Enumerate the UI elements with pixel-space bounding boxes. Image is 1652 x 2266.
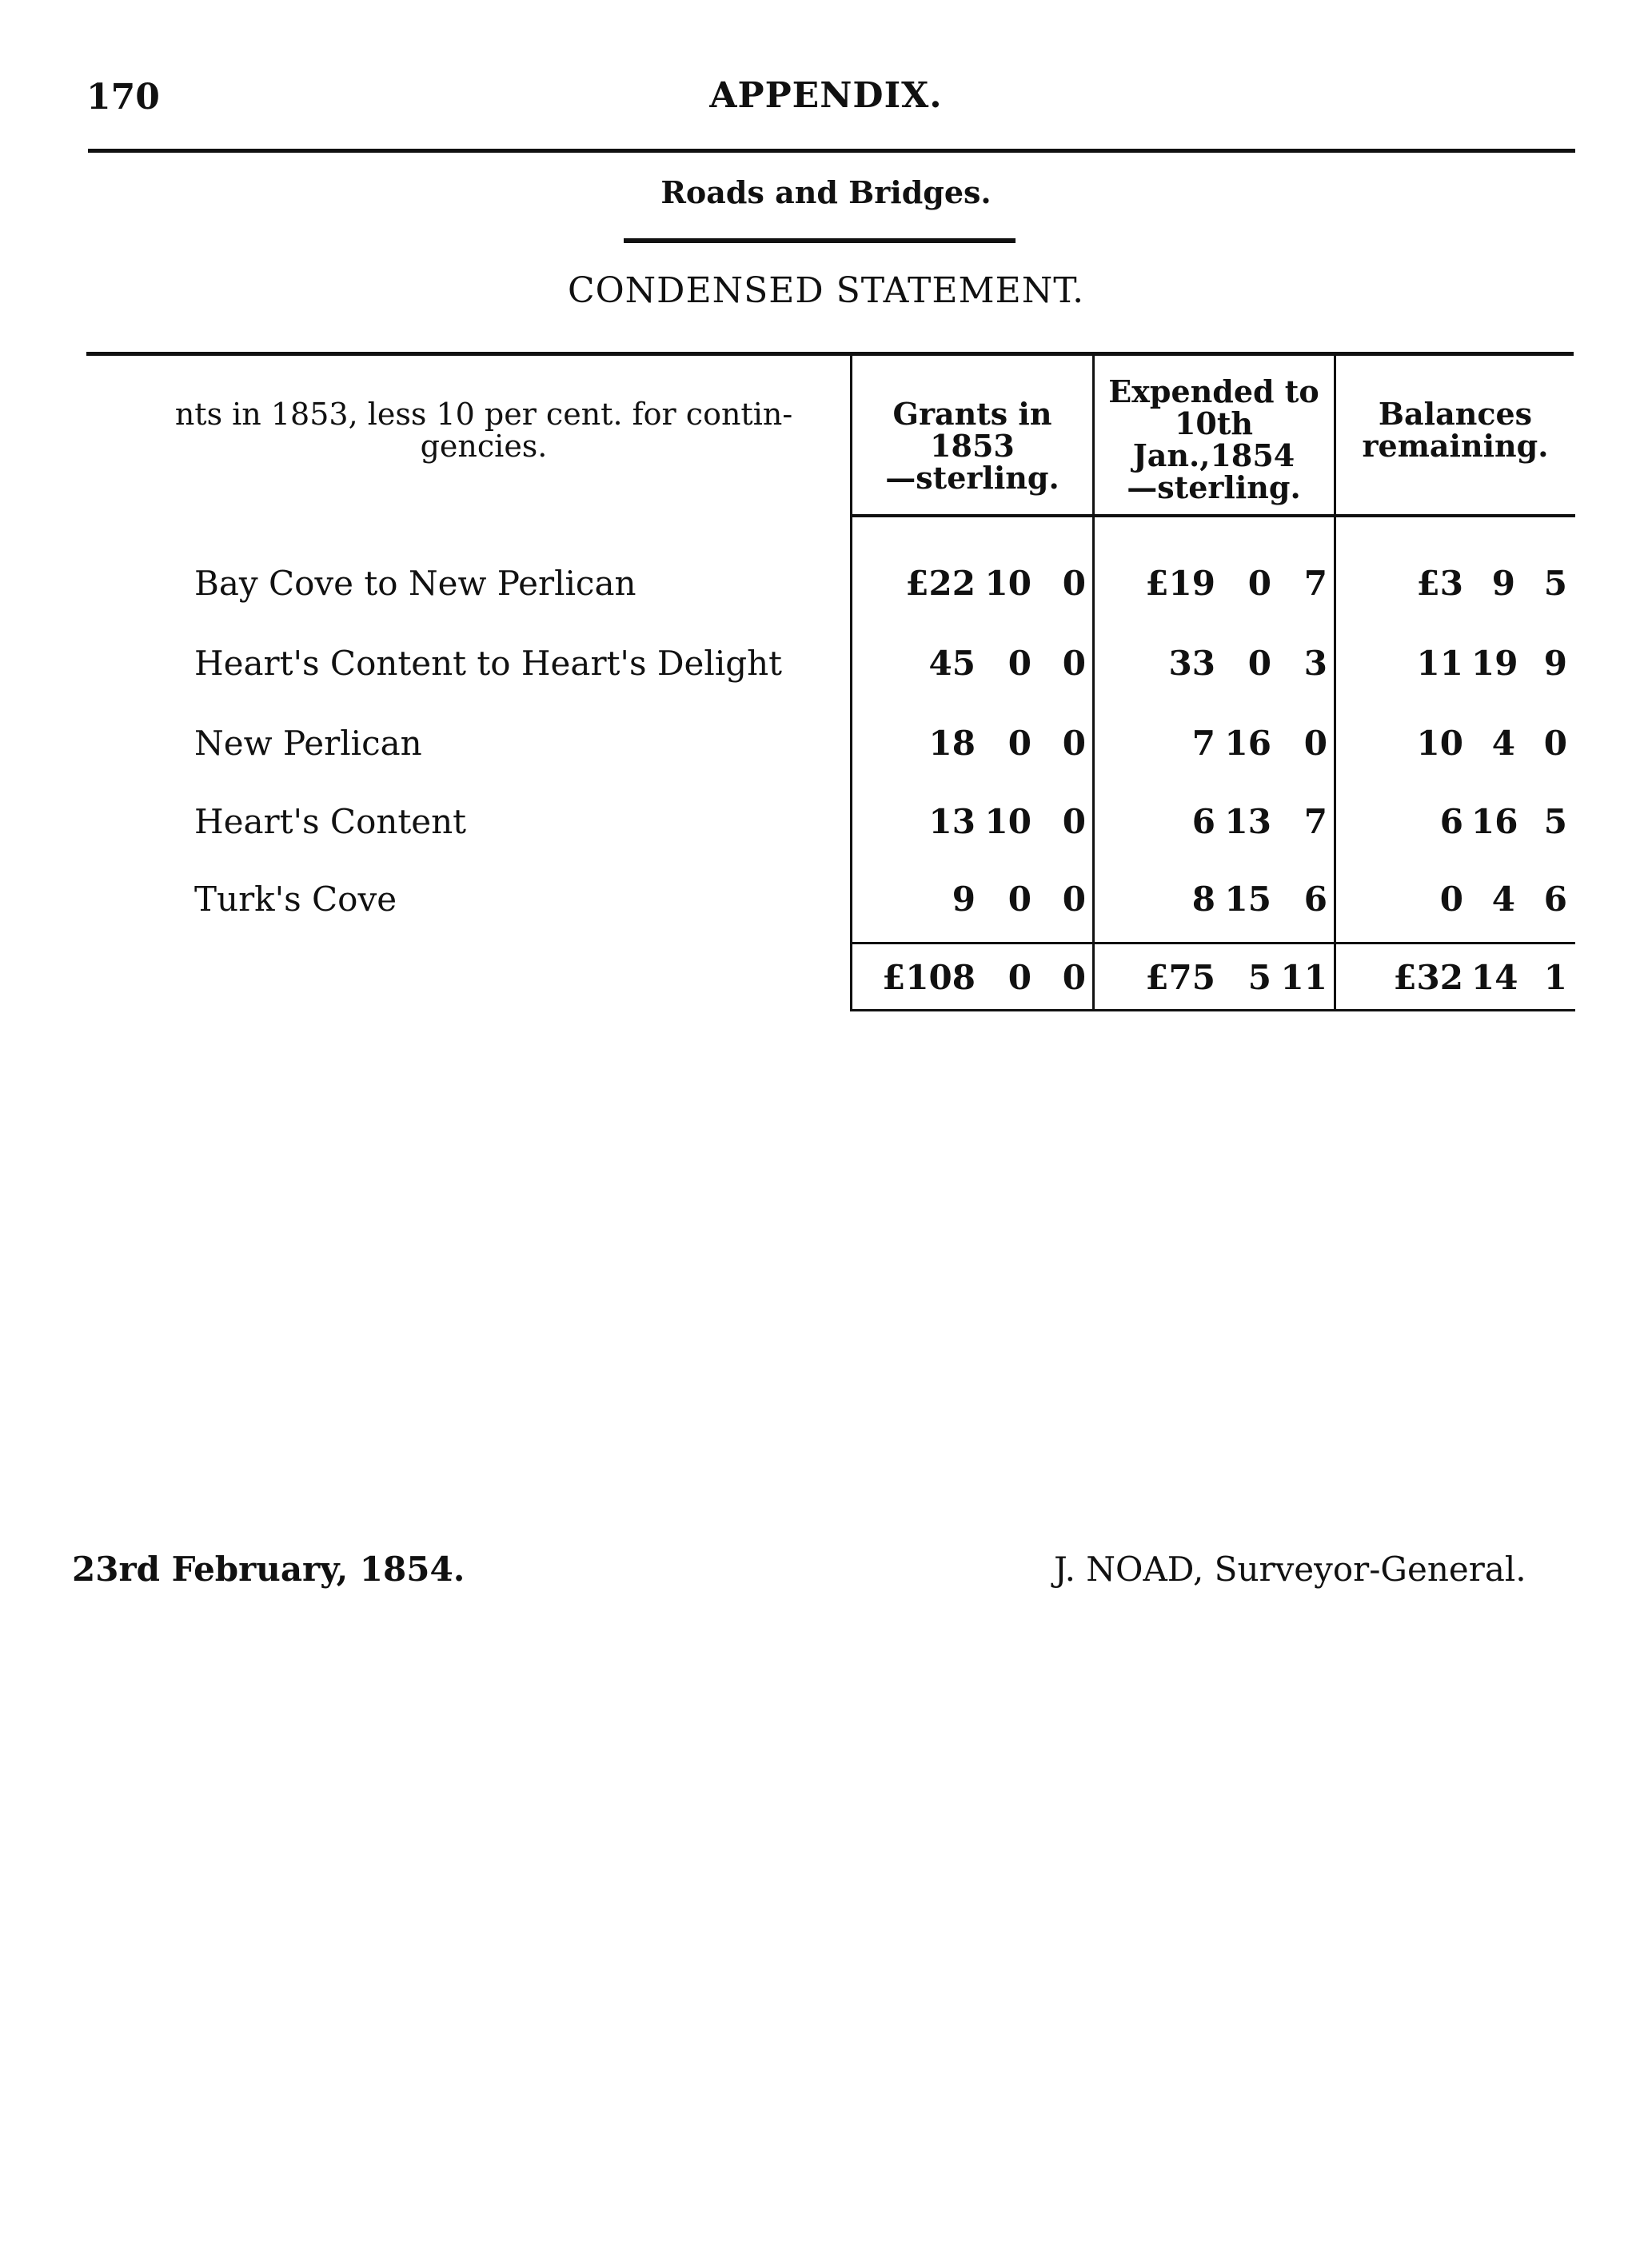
expended-shillings: 16 — [1224, 724, 1271, 763]
expended-pence: 7 — [1303, 564, 1327, 603]
column-divider — [1092, 354, 1095, 1011]
row-label: Heart's Content — [194, 802, 467, 841]
total-expended-shillings: 5 — [1247, 958, 1271, 997]
grants-shillings: 10 — [984, 802, 1032, 841]
balance-shillings: 16 — [1471, 802, 1518, 841]
expended-pounds: £19 — [1145, 564, 1215, 603]
expended-shillings: 0 — [1247, 644, 1271, 683]
grants-shillings: 10 — [984, 564, 1032, 603]
total-balance-pence: 1 — [1543, 958, 1567, 997]
total-balance-shillings: 14 — [1471, 958, 1518, 997]
balance-pence: 5 — [1543, 802, 1567, 841]
row-label: New Perlican — [194, 724, 422, 763]
balance-pence: 9 — [1543, 644, 1567, 683]
total-grants-pounds: £108 — [882, 958, 976, 997]
expended-pounds: 33 — [1168, 644, 1215, 683]
total-grants-shillings: 0 — [1008, 958, 1032, 997]
grants-pence: 0 — [1062, 880, 1086, 919]
expended-pounds: 6 — [1191, 802, 1215, 841]
grants-pence: 0 — [1062, 724, 1086, 763]
expended-pounds: 7 — [1191, 724, 1215, 763]
header-rule — [88, 149, 1575, 153]
expended-header: Expended to 10th Jan.,1854 —sterling. — [1108, 373, 1319, 505]
description-header: nts in 1853, less 10 per cent. for contin- gencies. — [174, 397, 793, 464]
expended-pence: 7 — [1303, 802, 1327, 841]
row-label: Bay Cove to New Perlican — [194, 564, 636, 603]
expended-pence: 0 — [1303, 724, 1327, 763]
expended-pounds: 8 — [1191, 880, 1215, 919]
row-label: Heart's Content to Heart's Delight — [194, 644, 783, 683]
grants-shillings: 0 — [1008, 644, 1032, 683]
grants-pounds: 13 — [928, 802, 976, 841]
page-number: 170 — [86, 77, 160, 118]
statement-title: CONDENSED STATEMENT. — [567, 270, 1085, 311]
grants-header: Grants in 1853 —sterling. — [885, 396, 1059, 496]
expended-pence: 3 — [1303, 644, 1327, 683]
total-balance-pounds: £32 — [1393, 958, 1463, 997]
table-top-rule — [86, 352, 1574, 356]
total-expended-pounds: £75 — [1145, 958, 1215, 997]
grants-pence: 0 — [1062, 644, 1086, 683]
running-head: APPENDIX. — [709, 75, 943, 116]
grants-shillings: 0 — [1008, 724, 1032, 763]
column-divider — [850, 354, 852, 1011]
date-line: 23rd February, 1854. — [72, 1550, 465, 1589]
balance-pence: 5 — [1543, 564, 1567, 603]
balance-shillings: 9 — [1491, 564, 1515, 603]
balance-pounds: 11 — [1416, 644, 1463, 683]
signature-line: J. NOAD, Surveyor-General. — [1054, 1550, 1526, 1589]
grants-pounds: 9 — [952, 880, 976, 919]
table-bottom-rule — [852, 1009, 1575, 1011]
total-grants-pence: 0 — [1062, 958, 1086, 997]
balances-header: Balances remaining. — [1362, 396, 1549, 464]
balance-shillings: 19 — [1471, 644, 1518, 683]
section-title: Roads and Bridges. — [660, 174, 992, 210]
balance-pence: 6 — [1543, 880, 1567, 919]
grants-pounds: 18 — [928, 724, 976, 763]
balance-shillings: 4 — [1491, 724, 1515, 763]
table-header-rule — [852, 514, 1575, 517]
expended-pence: 6 — [1303, 880, 1327, 919]
table-total-rule — [852, 942, 1575, 944]
balance-pence: 0 — [1543, 724, 1567, 763]
section-underline — [624, 238, 1016, 243]
balance-pounds: 6 — [1439, 802, 1463, 841]
expended-shillings: 15 — [1224, 880, 1271, 919]
column-divider — [1334, 354, 1336, 1011]
balance-shillings: 4 — [1491, 880, 1515, 919]
grants-pounds: 45 — [928, 644, 976, 683]
total-expended-pence: 11 — [1280, 958, 1327, 997]
balance-pounds: 10 — [1416, 724, 1463, 763]
grants-shillings: 0 — [1008, 880, 1032, 919]
row-label: Turk's Cove — [194, 880, 397, 919]
balance-pounds: £3 — [1416, 564, 1463, 603]
grants-pence: 0 — [1062, 802, 1086, 841]
expended-shillings: 13 — [1224, 802, 1271, 841]
balance-pounds: 0 — [1439, 880, 1463, 919]
grants-pounds: £22 — [905, 564, 976, 603]
expended-shillings: 0 — [1247, 564, 1271, 603]
grants-pence: 0 — [1062, 564, 1086, 603]
